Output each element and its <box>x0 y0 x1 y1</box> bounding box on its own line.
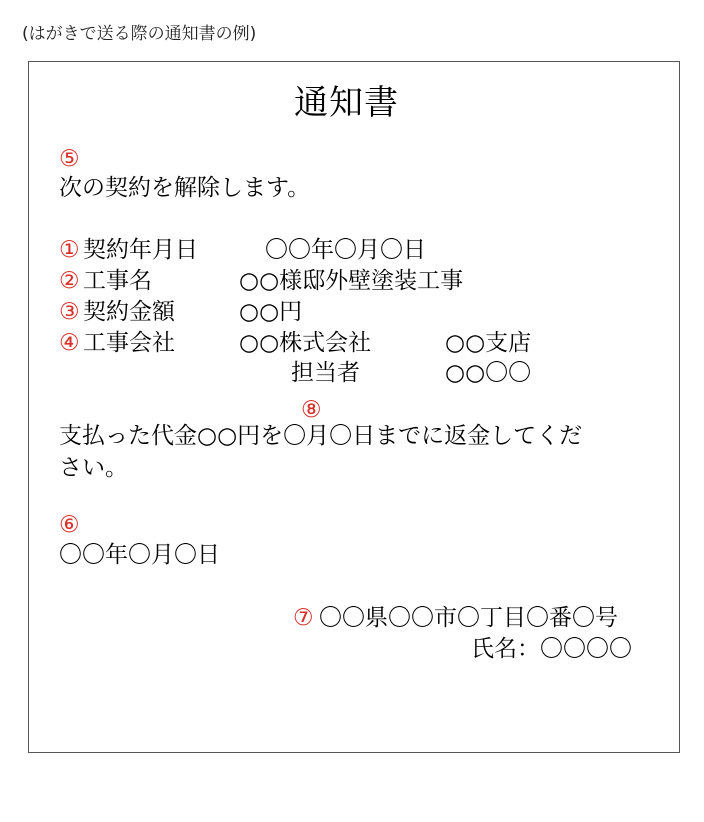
marker-8: ⑧ <box>301 397 322 423</box>
marker-7: ⑦ <box>293 605 314 631</box>
person-value: ○○〇〇 <box>445 360 532 386</box>
row-value: ○○様邸外壁塗装工事 <box>239 268 464 294</box>
marker-6: ⑥ <box>59 512 80 538</box>
row-label: 契約年月日 <box>83 237 198 263</box>
notice-date: 〇〇年〇月〇日 <box>59 542 220 568</box>
sender-name: 氏名：〇〇〇〇 <box>471 636 632 662</box>
branch-value: ○○支店 <box>445 330 532 356</box>
notice-title: 通知書 <box>294 83 399 123</box>
row-value: ○○株式会社 <box>239 330 372 356</box>
intro-text: 次の契約を解除します。 <box>59 175 311 201</box>
row-label: 契約金額 <box>83 299 175 325</box>
row-label: 工事会社 <box>83 330 175 356</box>
person-label: 担当者 <box>291 360 360 386</box>
marker-5: ⑤ <box>59 146 80 172</box>
row-number: ② <box>59 268 80 294</box>
row-number: ① <box>59 237 80 263</box>
row-value: 〇〇年〇月〇日 <box>265 237 426 263</box>
refund-line-1: 支払った代金○○円を〇月〇日までに返金してくだ <box>59 423 583 449</box>
row-label: 工事名 <box>83 268 152 294</box>
row-value: ○○円 <box>239 299 303 325</box>
caption: (はがきで送る際の通知書の例) <box>22 24 257 44</box>
sender-address: 〇〇県〇〇市〇丁目〇番〇号 <box>319 605 618 631</box>
row-number: ④ <box>59 330 80 356</box>
notice-card <box>28 61 680 753</box>
row-number: ③ <box>59 299 80 325</box>
refund-line-2: さい。 <box>59 455 128 481</box>
